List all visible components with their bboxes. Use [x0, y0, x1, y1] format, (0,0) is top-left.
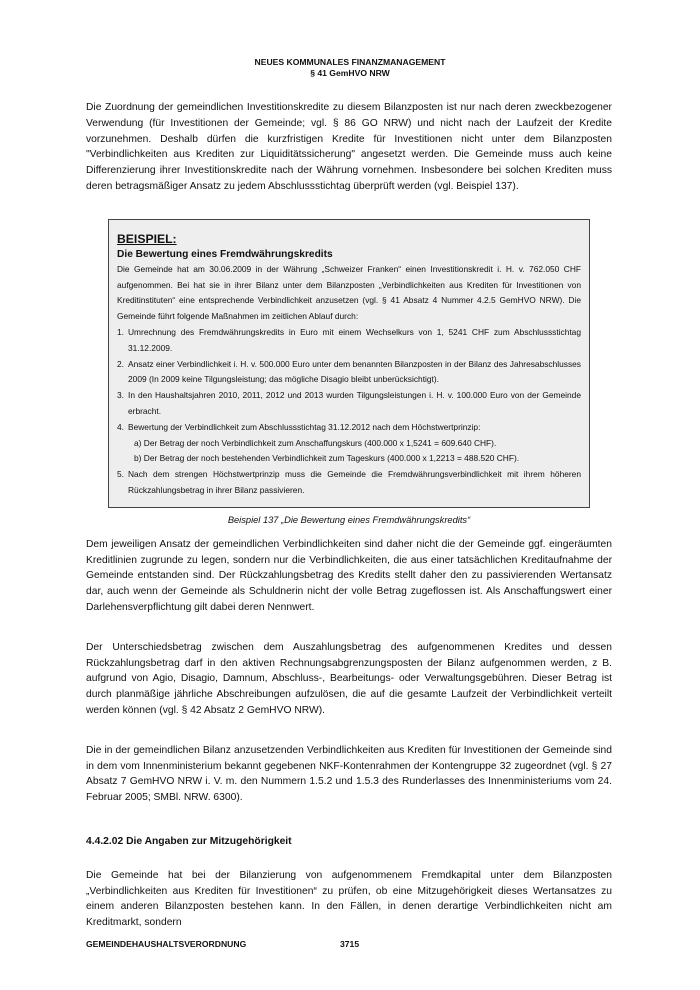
example-step	[117, 357, 581, 389]
example-step	[117, 467, 581, 499]
paragraph-kontenrahmen: Die in der gemeindlichen Bilanz anzusetzenden Verbindlichkeiten aus Krediten für Investitionen der Gemeinde sind in dem vom Innenministerium bekannt gegebenen NKF-Kontenrahmen der Kontengruppe 32 zugeordnet (vgl. § 27 Absatz 7 GemHVO NRW i. V. m. den Nummern 1.5.2 und 1.5.3 des Runderlasses des Innenministeriums vom 24. Februar 2005; SMBl. NRW. 6300).	[86, 744, 612, 804]
example-steps	[117, 325, 581, 499]
paragraph-mitzugehoerigkeit: Die Gemeinde hat bei der Bilanzierung von aufgenommenem Fremdkapital unter dem Bilanzposten „Verbindlichkeiten aus Krediten für Investitionen“ zu prüfen, ob eine Mitzugehörigkeit dieses Wertansatzes zu einem anderen Bilanzposten bestehen kann. In den Fällen, in denen derartige Verbindlichkeiten nicht am Kreditmarkt, sondern	[86, 869, 612, 929]
page-content	[86, 100, 612, 931]
step-number: 1.	[117, 326, 124, 337]
header-subtitle: § 41 GemHVO NRW	[310, 68, 390, 78]
step-text: Nach dem strengen Höchstwertprinzip muss die Gemeinde die Fremdwährungsverbindlichkeit mit ihrem höheren Rückzahlungsbetrag in ihrer Bilanz passivieren.	[128, 469, 581, 495]
example-title: Die Bewertung eines Fremdwährungskredits	[117, 248, 333, 260]
example-substep: a) Der Betrag der noch Verbindlichkeit zum Anschaffungskurs (400.000 x 1,5241 = 609.640 CHF).	[134, 437, 497, 448]
example-intro: Die Gemeinde hat am 30.06.2009 in der Währung „Schweizer Franken“ einen Investitionskredit i. H. v. 762.050 CHF aufgenommen. Bei hat sie in ihrer Bilanz unter dem Bilanzposten „Verbindlichkeiten aus Krediten für Investitionen von Kreditinstituten“ eine entsprechende Verbindlichkeit anzusetzen (vgl. § 41 Absatz 4 Nummer 4.2.5 GemHVO NRW). Die Gemeinde führt folgende Maßnahmen im zeitlichen Ablauf durch:	[117, 263, 581, 322]
paragraph-ansatz: Dem jeweiligen Ansatz der gemeindlichen Verbindlichkeiten sind daher nicht die der Gemeinde ggf. eingeräumten Kreditlinien zugrunde zu legen, sondern nur die Verbindlichkeiten, die aus einer tatsächlichen Kreditaufnahme der Gemeinde entstanden sind. Der Rückzahlungsbetrag des Kredits stellt daher den zu passivierenden Wertansatz dar, auch wenn der Gemeinde als Schuldnerin nicht der volle Betrag zugeflossen ist. Als Anschaffungswert einer Darlehensverpflichtung gilt dabei deren Nennwert.	[86, 538, 612, 613]
page-footer	[86, 939, 612, 950]
page-number: 3715	[340, 939, 360, 949]
example-substep: b) Der Betrag der noch bestehenden Verbindlichkeit zum Tageskurs (400.000 x 1,2213 = 488.520 CHF).	[134, 453, 520, 464]
header-title: NEUES KOMMUNALES FINANZMANAGEMENT	[254, 57, 446, 67]
example-caption: Beispiel 137 „Die Bewertung eines Fremdwährungskredits“	[227, 514, 471, 525]
paragraph-unterschiedsbetrag: Der Unterschiedsbetrag zwischen dem Auszahlungsbetrag des aufgenommenen Kredites und dessen Rückzahlungsbetrag darf in den aktiven Rechnungsabgrenzungsposten der Bilanz aufgenommen werden, z B. aufgrund von Agio, Disagio, Damnum, Abschluss-, Bearbeitungs- oder Verwaltungsgebühren. Dieser Betrag ist durch planmäßige jährliche Abschreibungen aufzulösen, die auf die gesamte Laufzeit der Verbindlichkeit verteilt werden können (vgl. § 42 Absatz 2 GemHVO NRW).	[86, 641, 612, 716]
step-text: Ansatz einer Verbindlichkeit i. H. v. 500.000 Euro unter dem benannten Bilanzposten in der Bilanz des Jahresabschlusses 2009 (In 2009 keine Tilgungsleistung; das mögliche Disagio bleibt unberücksichtigt).	[128, 358, 581, 385]
example-step	[117, 388, 581, 420]
step-number: 2.	[117, 358, 124, 369]
section-heading: 4.4.2.02 Die Angaben zur Mitzugehörigkeit	[86, 835, 292, 847]
example-box	[108, 219, 590, 508]
example-label: BEISPIEL:	[117, 231, 177, 246]
page-header	[0, 57, 700, 79]
example-step	[117, 420, 581, 467]
example-step	[117, 325, 581, 357]
step-text: Bewertung der Verbindlichkeit zum Abschlussstichtag 31.12.2012 nach dem Höchstwertprinzip:	[128, 421, 481, 432]
footer-title: GEMEINDEHAUSHALTSVERORDNUNG	[86, 939, 247, 949]
step-text: In den Haushaltsjahren 2010, 2011, 2012 und 2013 wurden Tilgungsleistungen i. H. v. 100.000 Euro von der Gemeinde erbracht.	[128, 390, 581, 416]
step-number: 5.	[117, 469, 124, 480]
paragraph-investitionskredite: Die Zuordnung der gemeindlichen Investitionskredite zu diesem Bilanzposten ist nur nach deren zweckbezogener Verwendung (für Investitionen der Gemeinde; vgl. § 86 GO NRW) und nicht nach der Laufzeit der Kredite vorzunehmen. Deshalb dürfen die kurzfristigen Kredite für Investitionen nicht unter dem Bilanzposten "Verbindlichkeiten aus Krediten zur Liquiditätssicherung" angesetzt werden. Die Gemeinde muss auch keine Differenzierung ihrer Investitionskredite nach der Währung vornehmen. Insbesondere bei solchen Krediten muss deren betragsmäßiger Ansatz zu jedem Abschlussstichtag überprüft werden (vgl. Beispiel 137).	[86, 102, 612, 192]
step-text: Umrechnung des Fremdwährungskredits in Euro mit einem Wechselkurs von 1, 5241 CHF zum Abschlussstichtag 31.12.2009.	[128, 326, 581, 353]
step-number: 4.	[117, 421, 124, 432]
step-number: 3.	[117, 390, 124, 401]
